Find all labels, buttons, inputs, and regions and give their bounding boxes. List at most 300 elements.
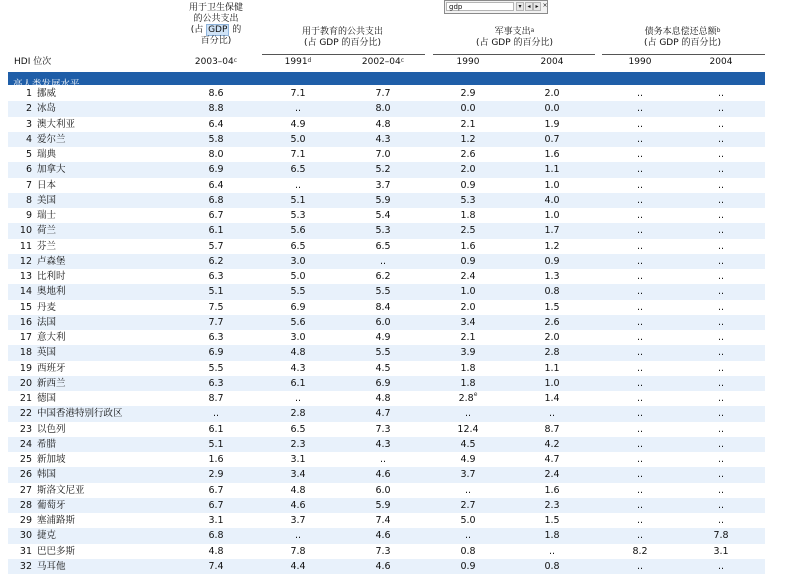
hdi-rank: 8 [25,194,32,206]
cell-value: 6.9 [290,301,306,313]
country-name: 西班牙 [37,362,66,374]
hdi-rank: 12 [19,255,32,267]
cell-value: 3.1 [713,545,729,557]
cell-value: .. [717,377,725,389]
data-table [8,86,765,574]
hdi-rank: 27 [19,484,32,496]
country-name: 新西兰 [37,377,66,389]
cell-value: 1.0 [544,179,560,191]
cell-value: .. [717,438,725,450]
cell-value: 4.3 [375,133,391,145]
cell-value: 2.0 [544,332,560,343]
cell-value: 7.1 [290,88,306,99]
country-name: 卢森堡 [37,255,66,267]
table-row [8,147,765,162]
cell-value: 1.5 [544,515,560,526]
country-name: 葡萄牙 [37,499,66,511]
table-row [8,361,765,376]
cell-value: .. [717,393,725,404]
hdi-rank: 15 [19,301,32,313]
cell-value: .. [636,133,644,145]
country-name: 加拿大 [37,164,66,176]
cell-value: .. [636,88,644,99]
cell-value: 3.7 [375,179,391,191]
hdi-rank: 21 [19,393,32,404]
cell-value: 1.6 [544,484,560,496]
cell-value: .. [636,271,644,282]
hdi-rank: 11 [19,240,32,252]
cell-value: 0.0 [460,103,476,115]
table-row [8,223,765,238]
cell-value: 6.9 [208,347,224,359]
cell-value: 0.9 [460,560,476,572]
cell-value: 1.0 [544,210,560,221]
table-row [8,391,765,406]
table-row [8,101,765,116]
cell-value: 8.0 [375,103,391,115]
cell-value: .. [636,255,644,267]
cell-value: 7.7 [208,316,224,328]
cell-value: 2.0 [460,301,476,313]
cell-value: 6.3 [208,332,224,343]
cell-value: 5.7 [208,240,224,252]
cell-value: 2.5 [460,225,476,237]
cell-value: .. [717,332,725,343]
military-header-line1: 军事支出$^a$ [494,27,535,37]
hdi-rank: 31 [19,545,32,557]
cell-value: 2.4 [460,271,476,282]
cell-value: 6.5 [290,423,306,435]
cell-value: 6.9 [208,164,224,176]
hdi-rank: 19 [19,362,32,374]
section-title: 高人类发展水平 [13,79,80,90]
cell-value: 8.7 [208,393,224,404]
hdi-rank: 29 [19,515,32,526]
table-row [8,284,765,299]
cell-value: 4.6 [375,560,391,572]
cell-value: 4.9 [290,118,306,130]
year-debt-1990: 1990 [628,57,652,67]
table-row [8,254,765,269]
hdi-rank: 13 [19,271,32,282]
table-row [8,467,765,482]
table-row [8,437,765,452]
table-row [8,315,765,330]
country-name: 奥地利 [37,286,66,298]
cell-value: 6.0 [375,484,391,496]
cell-value: .. [717,484,725,496]
cell-value: .. [294,530,302,542]
cell-value: 3.1 [208,515,224,526]
cell-value: 4.3 [290,362,306,374]
cell-value: 6.7 [208,484,224,496]
cell-value: .. [636,438,644,450]
cell-value: 5.1 [290,194,306,206]
country-name: 瑞士 [37,210,57,221]
cell-value: 1.5 [544,301,560,313]
cell-value: .. [717,423,725,435]
cell-value: .. [717,240,725,252]
cell-value: 0.9 [460,179,476,191]
cell-value: 6.7 [208,210,224,221]
year-debt-2004: 2004 [709,57,733,67]
table-row [8,117,765,132]
year-health: 2003–04$^c$ [194,57,238,67]
cell-value: 3.1 [290,454,306,465]
cell-value: 3.0 [290,332,306,343]
cell-value: .. [636,164,644,176]
header-rule-debt [602,54,765,55]
cell-value: .. [717,301,725,313]
cell-value: .. [717,560,725,572]
cell-value: .. [636,194,644,206]
country-name: 美国 [37,194,57,206]
cell-value: 4.8 [290,484,306,496]
cell-value: .. [717,347,725,359]
cell-value: 5.3 [290,210,306,221]
cell-value: 6.9 [375,377,391,389]
cell-value: .. [717,103,725,115]
cell-value: .. [636,332,644,343]
cell-value: .. [636,210,644,221]
hdi-rank: 17 [19,332,32,343]
hdi-rank-header: HDI 位次 [14,57,52,67]
cell-value: 3.0 [290,255,306,267]
cell-value: .. [548,408,556,420]
cell-value: .. [636,347,644,359]
hdi-rank: 16 [19,316,32,328]
cell-value: .. [717,454,725,465]
debt-header-line2: (占 GDP 的百分比) [643,38,722,48]
table-row [8,300,765,315]
cell-value: 6.8 [208,530,224,542]
cell-value: .. [636,515,644,526]
table-row [8,239,765,254]
cell-value: 1.1 [544,164,560,176]
cell-value: .. [717,225,725,237]
cell-value: 4.5 [460,438,476,450]
cell-value: 4.7 [375,408,391,420]
cell-value: 6.1 [208,225,224,237]
cell-value: 1.8 [460,362,476,374]
cell-value: 6.0 [375,316,391,328]
cell-value: 1.0 [544,377,560,389]
cell-value: .. [717,149,725,160]
hdi-rank: 28 [19,499,32,511]
table-row [8,345,765,360]
cell-value: 7.1 [290,149,306,160]
cell-value: .. [379,255,387,267]
cell-value: 5.0 [460,515,476,526]
cell-value: 2.1 [460,118,476,130]
year-edu-2002: 2002–04$^c$ [361,57,405,67]
cell-value: 7.4 [375,515,391,526]
cell-value: .. [464,484,472,496]
cell-value: 6.8 [208,194,224,206]
cell-value: 2.0 [460,164,476,176]
cell-value: 7.3 [375,545,391,557]
cell-value: 5.5 [375,286,391,298]
debt-header [600,27,765,49]
cell-value: .. [636,499,644,511]
cell-value: .. [212,408,220,420]
military-header-line2: (占 GDP 的百分比) [475,38,554,48]
cell-value: 7.3 [375,423,391,435]
country-name: 德国 [37,393,57,404]
cell-value: .. [636,225,644,237]
find-bar [444,0,548,14]
cell-value: 4.5 [375,362,391,374]
table-row [8,422,765,437]
country-name: 瑞典 [37,149,57,160]
country-name: 爱尔兰 [37,133,66,145]
cell-value: .. [636,286,644,298]
cell-value: 1.0 [460,286,476,298]
cell-value: 4.8 [375,118,391,130]
cell-value: .. [636,149,644,160]
cell-value: .. [636,484,644,496]
section-bar [8,72,765,90]
cell-value: .. [636,454,644,465]
hdi-rank: 24 [19,438,32,450]
cell-value: 2.9 [208,469,224,481]
cell-value: .. [717,469,725,481]
year-edu-1991: 1991$^d$ [284,57,312,67]
cell-value: .. [717,179,725,191]
cell-value: 1.7 [544,225,560,237]
cell-value: 8.2 [632,545,648,557]
cell-value: 5.0 [290,271,306,282]
cell-value: .. [636,408,644,420]
table-row [8,330,765,345]
cell-value: 2.6 [460,149,476,160]
find-next-button[interactable]: ▸ [533,2,541,11]
cell-value: 7.7 [375,88,391,99]
cell-value: .. [294,179,302,191]
cell-value: 7.4 [208,560,224,572]
cell-value: 6.1 [290,377,306,389]
cell-value: 4.8 [375,393,391,404]
table-row [8,483,765,498]
cell-value: .. [717,88,725,99]
cell-value: 2.0 [544,88,560,99]
country-name: 捷克 [37,530,57,542]
country-name: 意大利 [37,332,66,343]
cell-value: 5.9 [375,499,391,511]
cell-value: 0.8 [460,545,476,557]
table-row [8,132,765,147]
cell-value: 4.0 [544,194,560,206]
cell-value: 8.8 [208,103,224,115]
cell-value: 2.4 [544,469,560,481]
cell-value: 1.9 [544,118,560,130]
cell-value: 5.5 [375,347,391,359]
table-row [8,162,765,177]
cell-value: .. [636,240,644,252]
hdi-rank: 20 [19,377,32,389]
cell-value: 6.2 [375,271,391,282]
cell-value: 7.0 [375,149,391,160]
cell-value: 3.7 [460,469,476,481]
cell-value: 4.8 [208,545,224,557]
country-name: 英国 [37,347,57,359]
cell-value: 1.8 [460,210,476,221]
hdi-rank: 30 [19,530,32,542]
cell-value: 4.6 [290,499,306,511]
cell-value: .. [636,301,644,313]
country-name: 斯洛文尼亚 [37,484,85,496]
health-header-line3: (占 GDP 的 [190,25,242,35]
table-row [8,498,765,513]
cell-value: 0.9 [460,255,476,267]
cell-value: 6.3 [208,271,224,282]
footnote-mark: e [473,391,478,398]
cell-value: 8.0 [208,149,224,160]
cell-value: 2.8 [544,347,560,359]
cell-value: .. [636,377,644,389]
country-name: 荷兰 [37,225,57,237]
find-previous-button[interactable]: ◂ [525,2,533,11]
year-mil-2004: 2004 [540,57,564,67]
table-row [8,376,765,391]
cell-value: 1.6 [208,454,224,465]
hdi-rank: 23 [19,423,32,435]
cell-value: .. [717,515,725,526]
cell-value: 5.5 [290,286,306,298]
cell-value: 1.3 [544,271,560,282]
cell-value: .. [636,560,644,572]
table-row [8,559,765,574]
country-name: 中国香港特别行政区 [37,408,123,420]
table-row [8,528,765,543]
health-header-line1: 用于卫生保健 [188,3,243,13]
country-name: 比利时 [37,271,66,282]
hdi-rank: 32 [19,560,32,572]
cell-value: 1.2 [544,240,560,252]
find-input[interactable]: gdp [446,2,514,11]
header-rule-military [433,54,595,55]
cell-value: 1.6 [544,149,560,160]
cell-value: .. [636,118,644,130]
cell-value: 3.4 [460,316,476,328]
cell-value: .. [717,362,725,374]
cell-value: 6.2 [208,255,224,267]
cell-value: 4.2 [544,438,560,450]
cell-value: .. [636,469,644,481]
hdi-rank: 1 [25,88,32,99]
table-row [8,178,765,193]
cell-value: 3.7 [290,515,306,526]
cell-value: 2.9 [460,88,476,99]
country-name: 日本 [37,179,57,191]
education-header [260,27,425,49]
health-header-line2: 的公共支出 [193,14,239,24]
hdi-rank: 5 [25,149,32,160]
cell-value: 2.6 [544,316,560,328]
cell-value: 3.4 [290,469,306,481]
cell-value: 7.8 [290,545,306,557]
cell-value: .. [717,286,725,298]
cell-value: .. [717,210,725,221]
cell-value: 2.3 [544,499,560,511]
cell-value: 5.5 [208,362,224,374]
cell-value: .. [548,545,556,557]
hdi-rank: 7 [25,179,32,191]
cell-value: 1.1 [544,362,560,374]
cell-value: 1.8 [460,377,476,389]
cell-value: 4.9 [375,332,391,343]
cell-value: 6.3 [208,377,224,389]
cell-value: 5.4 [375,210,391,221]
country-name: 希腊 [37,438,57,450]
cell-value: .. [636,530,644,542]
hdi-rank: 22 [19,408,32,420]
cell-value: .. [294,393,302,404]
country-name: 马耳他 [37,560,66,572]
cell-value: 5.0 [290,133,306,145]
cell-value: 6.4 [208,118,224,130]
year-mil-1990: 1990 [456,57,480,67]
cell-value: 2.8e [458,391,478,404]
country-name: 丹麦 [37,301,57,313]
cell-value: .. [717,408,725,420]
cell-value: 5.1 [208,438,224,450]
cell-value: 8.7 [544,423,560,435]
cell-value: .. [717,316,725,328]
cell-value: 7.8 [713,530,729,542]
cell-value: 1.6 [460,240,476,252]
cell-value: 12.4 [457,423,479,435]
cell-value: .. [717,271,725,282]
cell-value: 6.7 [208,499,224,511]
debt-header-line1: 债务本息偿还总额$^b$ [644,27,721,37]
cell-value: .. [379,454,387,465]
cell-value: 1.4 [544,393,560,404]
cell-value: 5.8 [208,133,224,145]
cell-value: .. [717,194,725,206]
close-icon[interactable]: × [542,2,548,9]
table-row [8,513,765,528]
cell-value: .. [717,255,725,267]
cell-value: 3.9 [460,347,476,359]
table-row [8,452,765,467]
table-row [8,544,765,559]
cell-value: .. [294,103,302,115]
country-name: 新加坡 [37,454,66,465]
cell-value: 0.0 [544,103,560,115]
cell-value: 4.7 [544,454,560,465]
cell-value: 8.6 [208,88,224,99]
cell-value: 6.4 [208,179,224,191]
cell-value: 4.6 [375,530,391,542]
cell-value: 0.8 [544,286,560,298]
cell-value: 5.3 [460,194,476,206]
cell-value: 1.2 [460,133,476,145]
find-dropdown-button[interactable]: ▾ [516,2,524,11]
hdi-rank: 25 [19,454,32,465]
cell-value: 5.6 [290,316,306,328]
hdi-rank: 10 [19,225,32,237]
education-header-line1: 用于教育的公共支出 [301,27,383,37]
cell-value: 5.2 [375,164,391,176]
cell-value: 0.8 [544,560,560,572]
cell-value: 6.5 [290,164,306,176]
cell-value: 2.1 [460,332,476,343]
cell-value: .. [717,499,725,511]
cell-value: .. [636,179,644,191]
country-name: 澳大利亚 [37,118,76,130]
cell-value: 8.4 [375,301,391,313]
